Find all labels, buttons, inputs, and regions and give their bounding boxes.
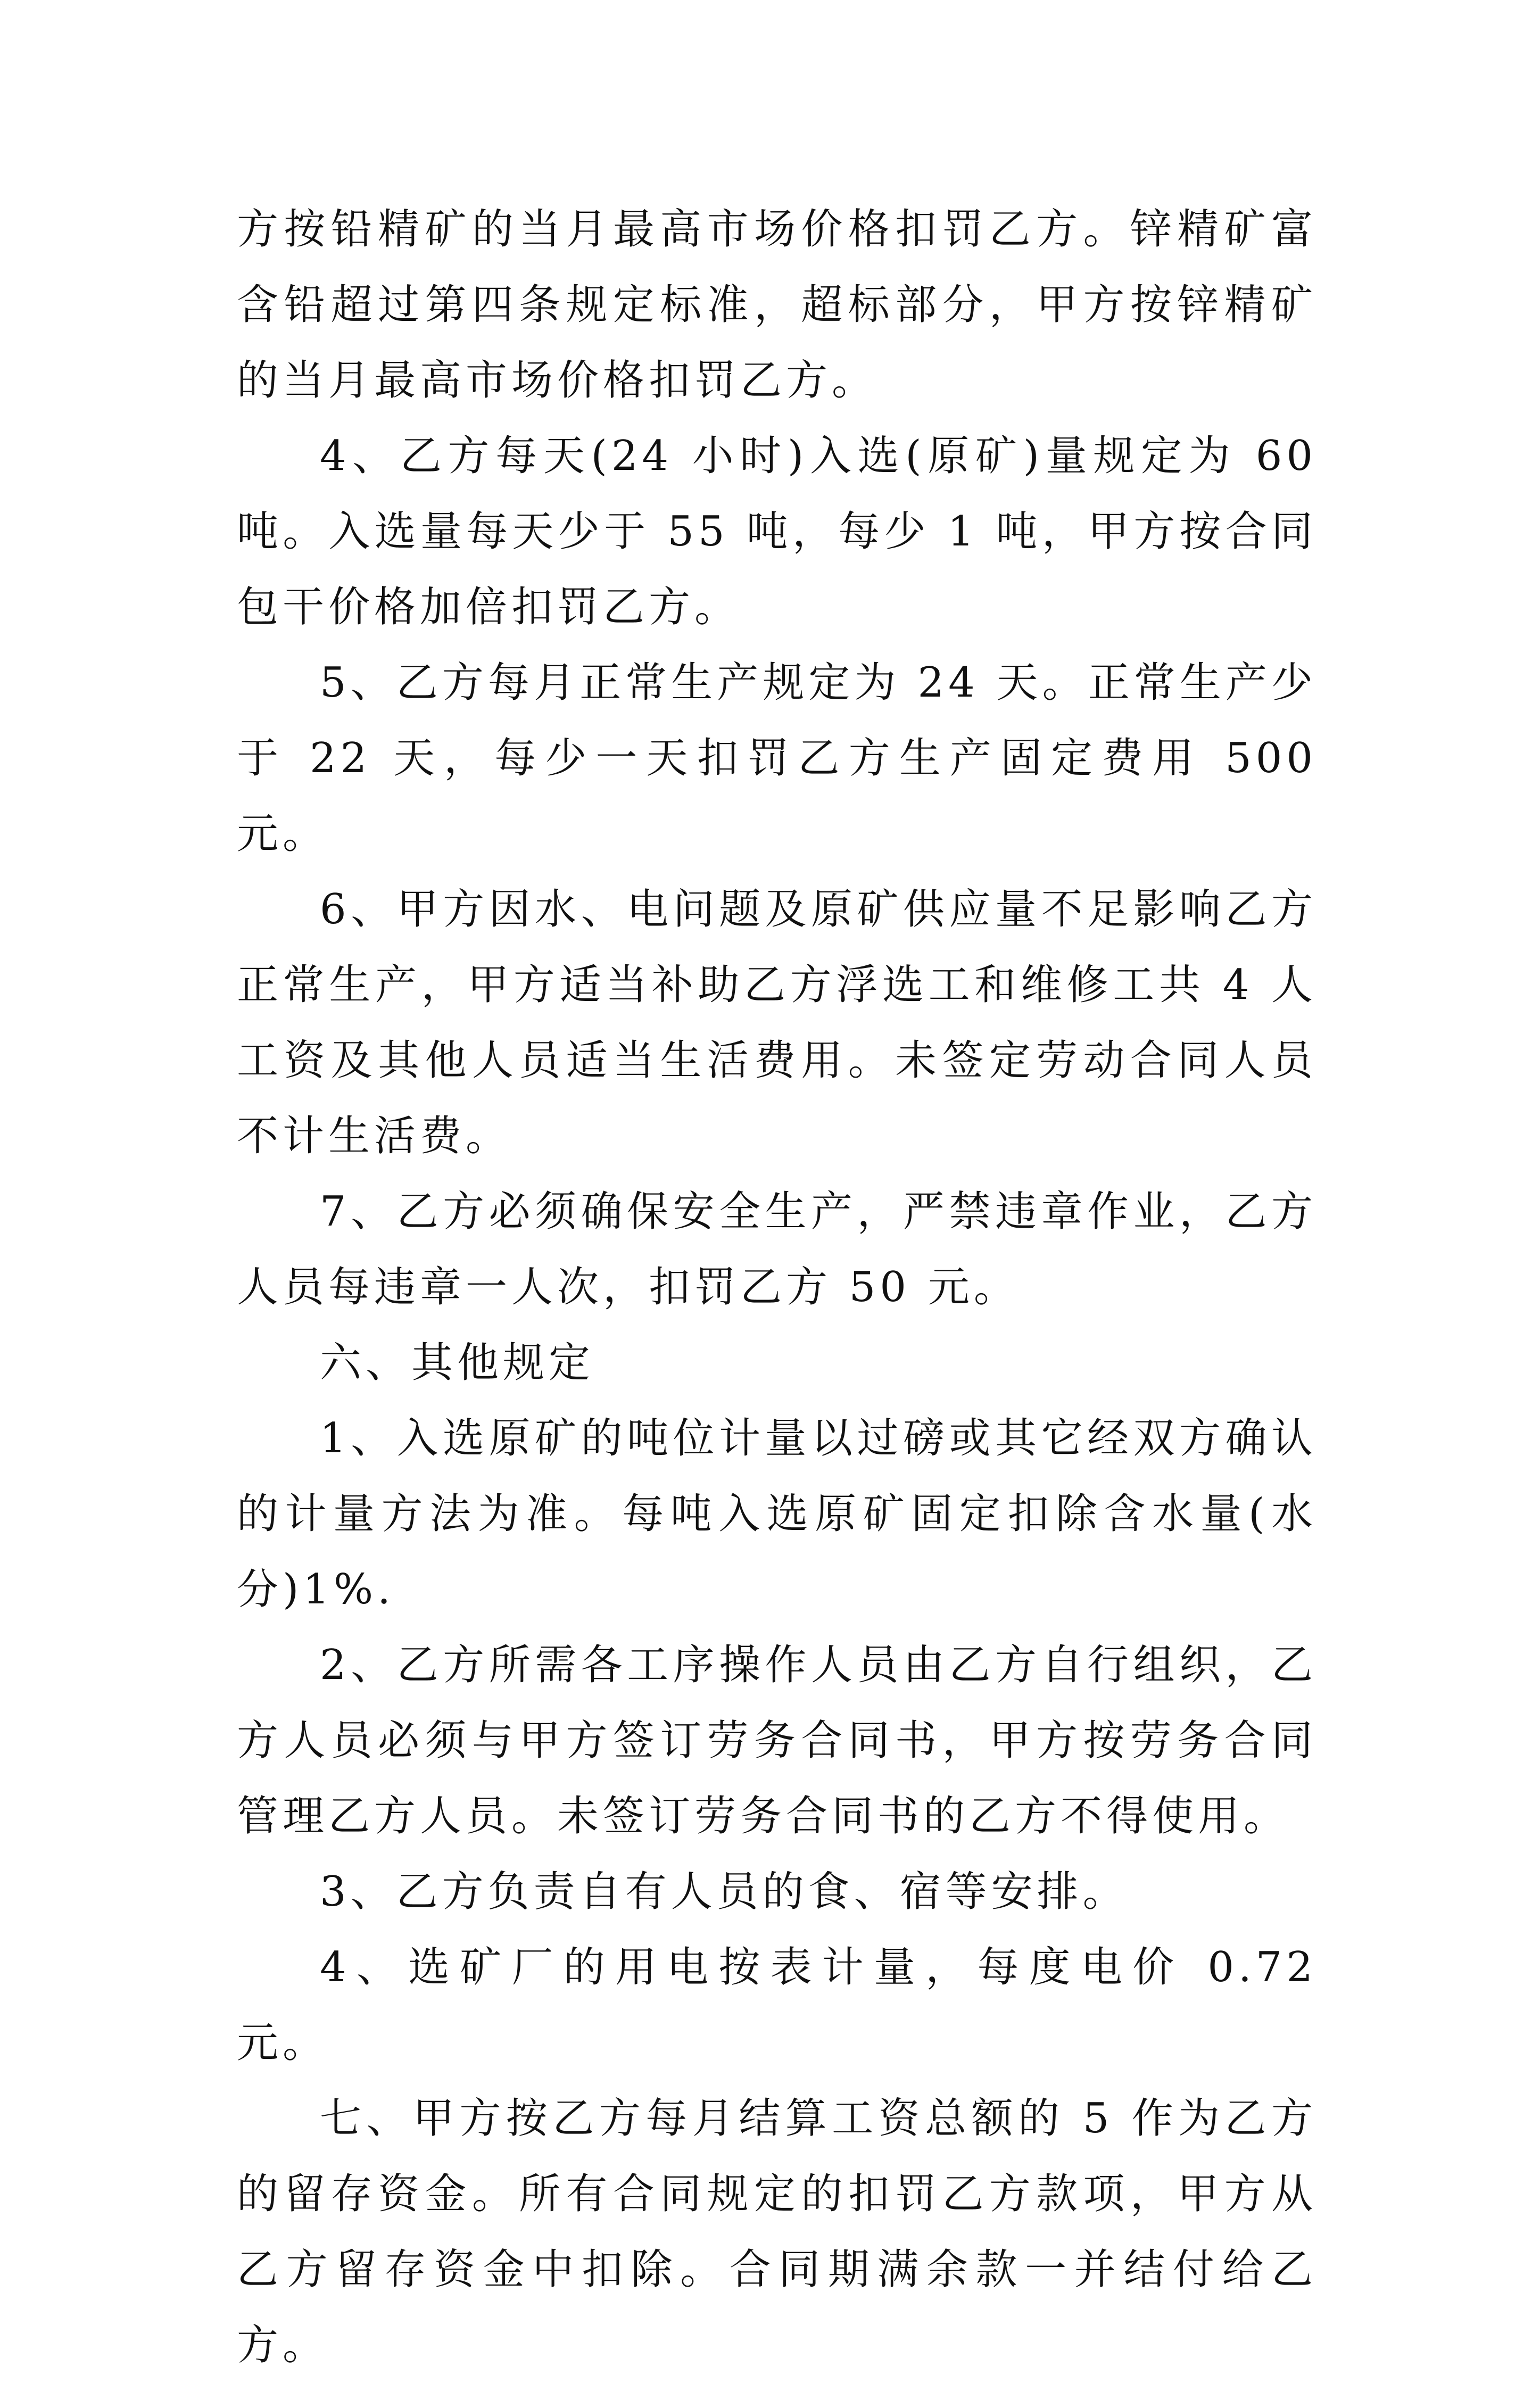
paragraph-rule-2: 2、乙方所需各工序操作人员由乙方自行组织，乙方人员必须与甲方签订劳务合同书，甲方按劳务合同管理乙方人员。未签订劳务合同书的乙方不得使用。 [237,1641,1317,1840]
paragraph-rule-1: 1、入选原矿的吨位计量以过磅或其它经双方确认的计量方法为准。每吨入选原矿固定扣除含水量(水分)1%. [237,1414,1317,1614]
paragraph-continuation: 方按铅精矿的当月最高市场价格扣罚乙方。锌精矿富含铅超过第四条规定标准，超标部分，甲方按锌精矿的当月最高市场价格扣罚乙方。 [237,205,1317,404]
paragraph-clause-7: 7、乙方必须确保安全生产，严禁违章作业，乙方人员每违章一人次，扣罚乙方 50 元。 [237,1188,1317,1311]
paragraph-rule-3: 3、乙方负责自有人员的食、宿等安排。 [320,1868,1129,1916]
document-body [237,192,1317,2383]
section-heading-six: 六、其他规定 [320,1339,595,1387]
paragraph-clause-4: 4、乙方每天(24 小时)入选(原矿)量规定为 60 吨。入选量每天少于 55 吨，每少 1 吨，甲方按合同包干价格加倍扣罚乙方。 [237,432,1317,631]
paragraph-clause-6: 6、甲方因水、电问题及原矿供应量不足影响乙方正常生产，甲方适当补助乙方浮选工和维修工共 4 人工资及其他人员适当生活费用。未签定劳动合同人员不计生活费。 [237,886,1317,1160]
section-seven: 七、甲方按乙方每月结算工资总额的 5 作为乙方的留存资金。所有合同规定的扣罚乙方款项，甲方从乙方留存资金中扣除。合同期满余款一并结付给乙方。 [237,2095,1317,2369]
paragraph-clause-5: 5、乙方每月正常生产规定为 24 天。正常生产少于 22 天，每少一天扣罚乙方生产固定费用 500 元。 [237,659,1317,858]
paragraph-rule-4: 4、选矿厂的用电按表计量，每度电价 0.72 元。 [237,1943,1317,2067]
